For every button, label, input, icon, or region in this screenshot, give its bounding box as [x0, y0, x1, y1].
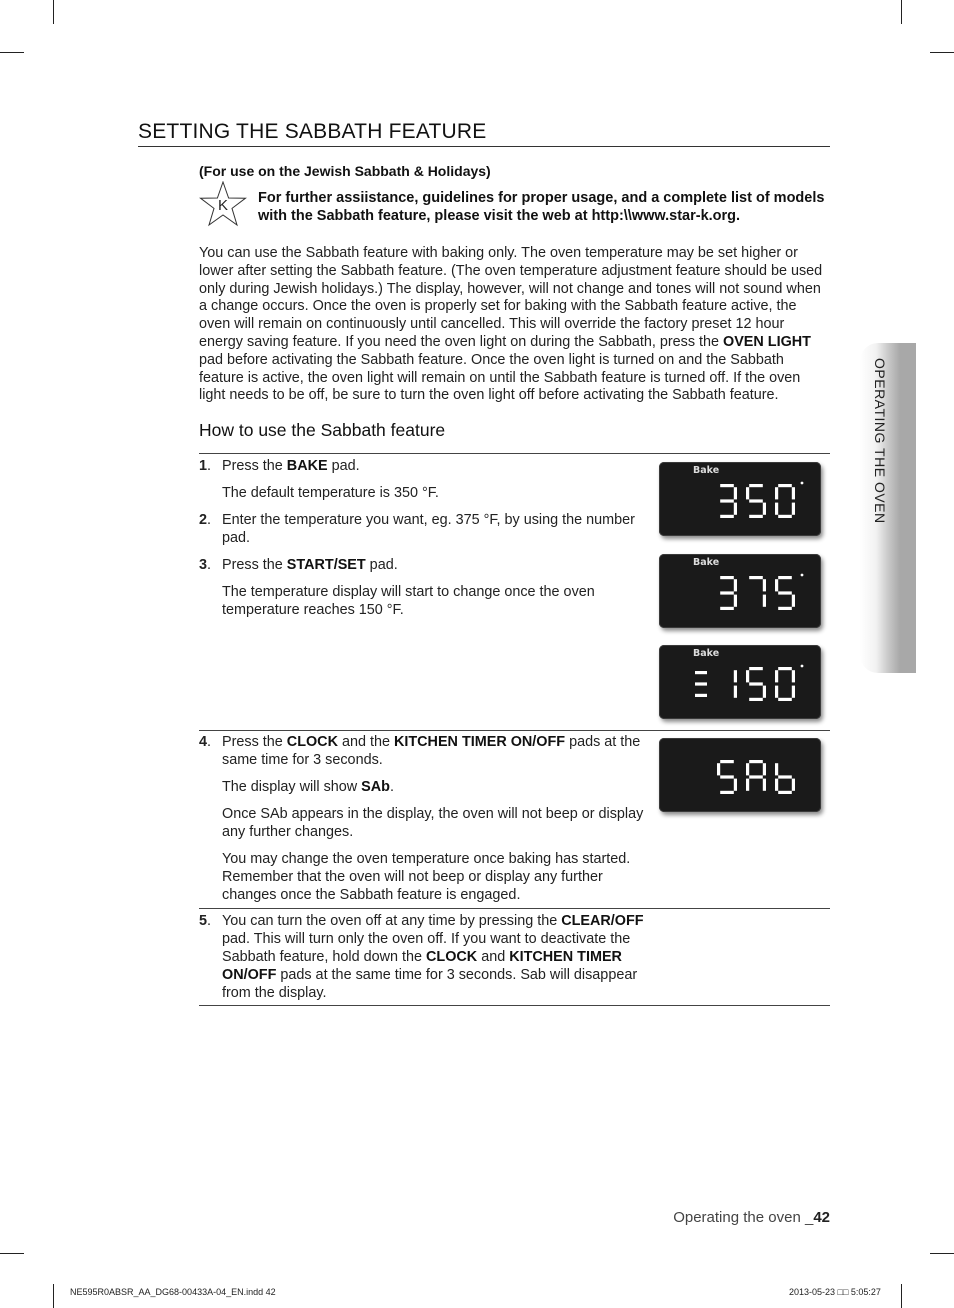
display-segment: [734, 670, 737, 682]
step-number: 2.: [199, 512, 212, 528]
display-segment: [749, 775, 763, 778]
display-segment: [775, 487, 778, 499]
display-digits: [659, 738, 821, 812]
step-text: pad.: [365, 557, 398, 573]
display-segment: [746, 763, 749, 775]
step-text: pad. This will turn only the oven off. If you want to deactivate the Sabbath feature, hold down the: [222, 931, 631, 965]
step-text: .: [389, 779, 394, 795]
display-segment: [695, 694, 707, 697]
display-digits: [659, 554, 821, 628]
display-segment: [746, 779, 749, 791]
crop-mark: [930, 1253, 954, 1254]
degree-dot: [801, 665, 804, 668]
step-text: Press the: [222, 557, 287, 573]
display-segment: [775, 686, 778, 698]
display-segment: [775, 579, 778, 591]
step-text: Enter the temperature you want, eg. 375 °F, by using the number pad.: [222, 512, 635, 546]
display-segment: [778, 484, 792, 487]
howto-heading: How to use the Sabbath feature: [199, 420, 446, 440]
crop-mark: [0, 52, 24, 53]
display-segment: [749, 484, 763, 487]
display-segment: [734, 686, 737, 698]
display-segment: [695, 682, 707, 685]
display-segment: [749, 760, 763, 763]
step-number: 3.: [199, 557, 212, 573]
display-segment: [792, 779, 795, 791]
display-segment: [749, 682, 763, 685]
divider: [199, 1005, 830, 1006]
step-number-value: 1: [199, 458, 208, 474]
oven-display-350: [659, 462, 821, 536]
step-number-value: 3: [199, 557, 208, 573]
intro-bold: OVEN LIGHT: [723, 333, 811, 350]
page-number: 42: [813, 1209, 830, 1226]
degree-dot: [801, 574, 804, 577]
step-number: 5.: [199, 913, 212, 929]
step-text: and the: [337, 734, 394, 750]
display-segment: [720, 791, 734, 794]
display-segment: [695, 671, 707, 674]
divider: [199, 730, 830, 731]
display-segment: [734, 595, 737, 607]
step-1-note: The default temperature is 350 °F.: [222, 485, 439, 501]
crop-mark: [0, 1253, 24, 1254]
step-bold: KITCHEN TIMER ON/OFF: [222, 949, 622, 983]
display-segment: [734, 779, 737, 791]
display-segment: [763, 503, 766, 515]
display-segment: [746, 487, 749, 499]
step-number: 4.: [199, 734, 212, 750]
crop-mark: [53, 1284, 54, 1308]
display-segment: [775, 670, 778, 682]
sabbath-subnote: (For use on the Jewish Sabbath & Holidays): [199, 163, 491, 179]
display-segment: [792, 686, 795, 698]
display-segment: [734, 503, 737, 515]
step-bold: CLOCK: [426, 949, 478, 965]
step-text: Press the: [222, 458, 287, 474]
display-segment: [778, 667, 792, 670]
page-footer: [673, 1209, 830, 1226]
display-segment: [734, 487, 737, 499]
display-segment: [763, 579, 766, 591]
display-segment: [746, 670, 749, 682]
oven-display-sab: [659, 738, 821, 812]
display-segment: [749, 698, 763, 701]
display-segment: [720, 499, 734, 502]
step-bold: START/SET: [286, 557, 366, 573]
display-segment: [720, 760, 734, 763]
display-segment: [720, 607, 734, 610]
print-slug-file: NE595R0ABSR_AA_DG68-00433A-04_EN.indd 42: [70, 1287, 276, 1297]
step-text: Press the: [222, 734, 287, 750]
step-number-value: 2: [199, 512, 208, 528]
step-number-value: 4: [199, 734, 208, 750]
page-title: SETTING THE SABBATH FEATURE: [138, 120, 830, 147]
crop-mark: [53, 0, 54, 24]
divider: [199, 453, 830, 454]
display-segment: [749, 499, 763, 502]
step-number-value: 5: [199, 913, 208, 929]
intro-text: pad before activating the Sabbath feature. Once the oven light is turned on and the Sabbath feature is active, the oven light will remain on until the Sabbath feature is turned off. If the oven light needs to be off, be sure to turn the oven light off before activating the Sabbath feature.: [199, 351, 801, 404]
crop-mark: [930, 52, 954, 53]
step-4: [199, 733, 654, 769]
step-number: 1.: [199, 458, 212, 474]
step-3: [199, 556, 654, 574]
display-segment: [720, 591, 734, 594]
display-segment: [720, 775, 734, 778]
display-segment: [778, 775, 792, 778]
display-segment: [763, 595, 766, 607]
section-side-tab: [860, 343, 916, 673]
display-segment: [792, 487, 795, 499]
display-segment: [792, 595, 795, 607]
divider: [199, 908, 830, 909]
step-text: You can turn the oven off at any time by pressing the: [222, 913, 562, 929]
assistance-note: For further assiistance, guidelines for proper usage, and a complete list of models with the Sabbath feature, please visit the web at http:\\www.star-k.org.: [258, 190, 825, 224]
display-segment: [749, 667, 763, 670]
oven-display-375: [659, 554, 821, 628]
print-slug-date: 2013-05-23 □□ 5:05:27: [789, 1287, 881, 1297]
step-4-note: You may change the oven temperature once baking has started. Remember that the oven will not beep or display any further changes once the Sabbath feature is engaged.: [222, 851, 631, 903]
step-text: pads at the same time for 3 seconds.: [222, 734, 641, 768]
display-segment: [792, 670, 795, 682]
step-4-display-note: [199, 778, 654, 796]
display-segment: [778, 515, 792, 518]
step-bold: CLOCK: [286, 734, 338, 750]
side-tab-label: OPERATING THE OVEN: [872, 358, 888, 524]
step-4-note: Once SAb appears in the display, the oven will not beep or display any further changes.: [222, 806, 644, 840]
step-3-note: The temperature display will start to change once the oven temperature reaches 150 °F.: [222, 584, 595, 618]
step-bold: SAb: [361, 779, 390, 795]
display-label: Bake: [693, 465, 720, 476]
display-segment: [720, 576, 734, 579]
footer-section: Operating the oven _: [673, 1209, 814, 1226]
display-segment: [763, 763, 766, 775]
display-label: Bake: [693, 557, 720, 568]
display-segment: [763, 779, 766, 791]
display-segment: [778, 607, 792, 610]
display-label: Bake: [693, 648, 720, 659]
display-segment: [720, 515, 734, 518]
display-digits: [659, 462, 821, 536]
step-2: [199, 511, 654, 547]
step-text: The display will show: [222, 779, 362, 795]
display-segment: [775, 779, 778, 791]
display-digits: [659, 645, 821, 719]
step-5: [199, 912, 654, 1002]
step-text: and: [477, 949, 510, 965]
display-segment: [792, 503, 795, 515]
crop-mark: [901, 0, 902, 24]
step-text: pads at the same time for 3 seconds. Sab will disappear from the display.: [222, 967, 638, 1001]
oven-display-150: [659, 645, 821, 719]
display-segment: [734, 579, 737, 591]
display-segment: [720, 484, 734, 487]
step-bold: CLEAR/OFF: [561, 913, 644, 929]
steps-group-1: [199, 457, 654, 628]
display-segment: [717, 763, 720, 775]
step-bold: KITCHEN TIMER ON/OFF: [393, 734, 566, 750]
display-segment: [763, 686, 766, 698]
degree-dot: [801, 482, 804, 485]
display-segment: [775, 763, 778, 775]
star-letter: K: [217, 197, 229, 214]
step-text: pad.: [327, 458, 360, 474]
display-segment: [778, 576, 792, 579]
display-segment: [778, 698, 792, 701]
star-k-icon: [199, 181, 247, 227]
step-bold: BAKE: [286, 458, 328, 474]
display-segment: [749, 576, 763, 579]
display-segment: [778, 591, 792, 594]
display-segment: [749, 515, 763, 518]
display-segment: [778, 791, 792, 794]
intro-paragraph: [199, 245, 829, 405]
intro-text: You can use the Sabbath feature with baking only. The oven temperature may be set higher or lower after setting the Sabbath feature. (The oven temperature adjustment feature should be used only during Jewish holidays.) The display, however, will not change and tones will not sound when a change occurs. Once the oven is properly set for baking with the Sabbath feature active, the oven will remain on continuously until cancelled. This will override the factory preset 12 hour energy saving feature. If you need the oven light on during the Sabbath, press the: [199, 245, 823, 350]
crop-mark: [901, 1284, 902, 1308]
step-1: [199, 457, 654, 475]
display-segment: [775, 503, 778, 515]
steps-group-2: [199, 733, 654, 913]
steps-group-3: [199, 912, 654, 1011]
